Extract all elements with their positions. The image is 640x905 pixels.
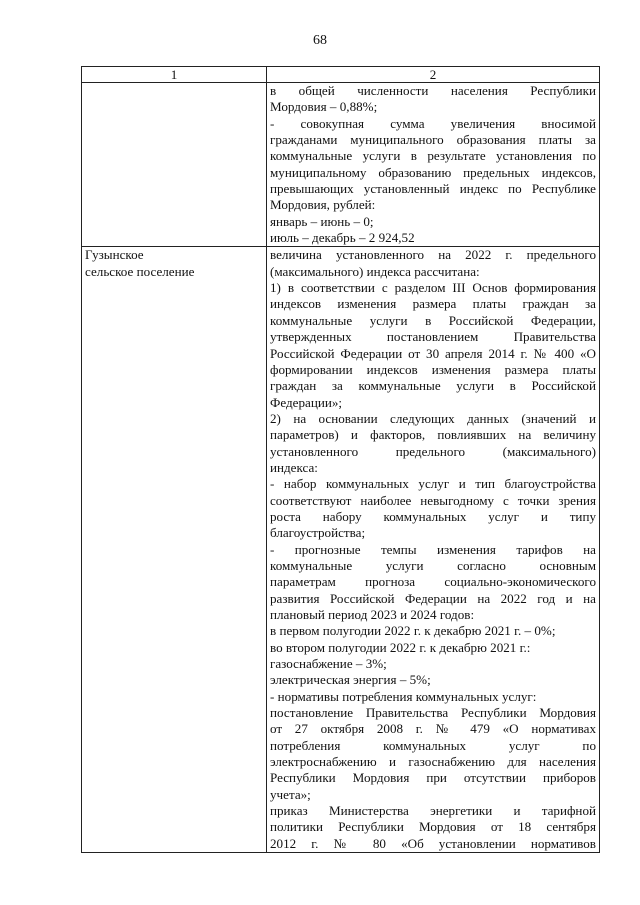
text-line: сельское поселение [85,263,195,279]
text-line: гражданами муниципального образования платы за [270,132,596,148]
text-line: параметров) и факторов, повлиявших на величину [270,427,596,443]
text-line: параметрам прогноза социально-экономического [270,574,596,590]
column-header-2: 2 [267,67,600,83]
text-line: Мордовия – 0,88%; [270,99,378,115]
text-line: Мордовия, рублей: [270,197,376,213]
text-line: величина установленного на 2022 г. предельного [270,247,596,263]
text-line: установленного предельного (максимального) [270,443,596,459]
page-number: 68 [313,33,327,48]
text-line: - набор коммунальных услуг и тип благоустройства [270,476,596,492]
text-line: муниципальному образованию предельных индексов, [270,164,596,180]
text-line: развития Российской Федерации на 2022 год и на [270,590,596,606]
text-line: Республики Мордовия при отсутствии приборов [270,770,596,786]
text-line: в общей численности населения Республики [270,83,596,98]
text-line: январь – июнь – 0; [270,213,374,229]
document-table [81,66,600,853]
text-line: плановый период 2023 и 2024 годов: [270,607,475,622]
text-line: 1) в соответствии с разделом III Основ формирования [270,280,596,296]
text-line: постановление Правительства Республики Мордовия [270,705,596,721]
text-line: потребления коммунальных услуг по [270,737,596,753]
text-line: электрическая энергия – 5%; [270,672,431,688]
description-cell [267,247,600,853]
text-line: - прогнозные темпы изменения тарифов на [270,541,596,557]
text-line: - совокупная сумма увеличения вносимой [270,115,596,131]
text-line: утвержденных постановлением Правительства [270,329,596,345]
text-line: превышающих установленный индекс по Республике [270,181,596,197]
text-line: 2) на основании следующих данных (значений и [270,410,596,426]
text-line: индексов изменения размера платы граждан за [270,296,596,312]
text-line: коммунальные услуги в результате установления по [270,148,596,164]
text-line: учета»; [270,786,311,802]
text-line: во втором полугодии 2022 г. к декабрю 2021 г.: [270,639,531,655]
table-row [82,83,600,247]
text-line: благоустройства; [270,525,366,541]
text-line: индекса: [270,459,318,475]
text-line: в первом полугодии 2022 г. к декабрю 2021 г. – 0%; [270,623,556,639]
text-line: коммунальные услуги согласно основным [270,557,596,573]
text-line: приказ Министерства энергетики и тарифной [270,803,596,819]
text-line: Федерации»; [270,394,343,410]
text-line: роста набору коммунальных услуг и типу [270,508,596,524]
text-line: электроснабжению и газоснабжению для населения [270,754,596,770]
text-line: коммунальные услуги в Российской Федерации, [270,312,596,328]
column-header-1: 1 [82,67,267,83]
text-line: 2012 г. № 80 «Об установлении нормативов [270,835,596,851]
text-line: июль – декабрь – 2 924,52 [270,230,415,246]
municipality-cell [82,247,267,853]
text-line: политики Республики Мордовия от 18 сентября [270,819,596,835]
text-line: - нормативы потребления коммунальных услуг: [270,688,537,704]
table-row [82,247,600,853]
text-line: от 27 октября 2008 г. № 479 «О нормативах [270,721,596,737]
text-line: (максимального) индекса рассчитана: [270,263,480,279]
description-cell [267,83,600,247]
municipality-cell [82,83,267,247]
text-line: формировании индексов изменения размера платы [270,361,596,377]
text-line: граждан за коммунальные услуги в Российской [270,378,596,394]
text-line: Гузынское [85,247,144,263]
text-line: газоснабжение – 3%; [270,656,387,672]
text-line: соответствуют наиболее невыгодному с точки зрения [270,492,596,508]
table-header-row [82,67,600,83]
text-line: Российской Федерации от 30 апреля 2014 г. № 400 «О [270,345,596,361]
